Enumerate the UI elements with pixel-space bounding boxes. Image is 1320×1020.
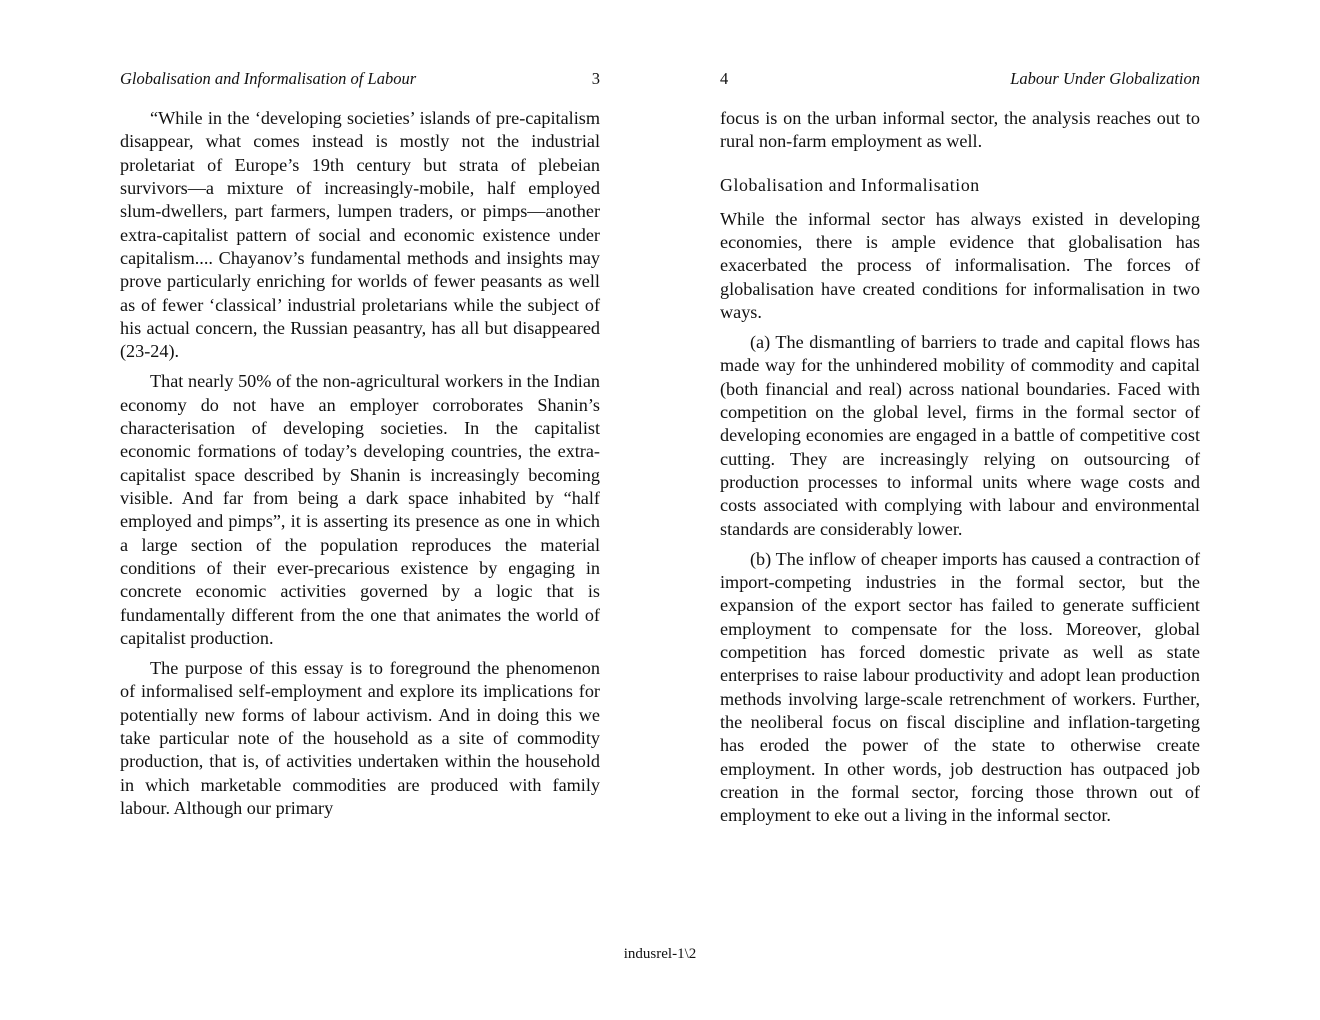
right-paragraph-2: (a) The dismantling of barriers to trade and capital flows has made way for the unhindered mobility of commodity and capital (both financial and real) across national boundaries. Faced with competition on the global level, firms in the formal sector of developing economies are engaged in a battle of competitive cost cutting. They are increasingly relying on outsourcing of production processes to informal units where wage costs and costs associated with complying with labour and environmental standards are considerably lower.: [720, 332, 1200, 539]
left-paragraph-2: That nearly 50% of the non-agricultural workers in the Indian economy do not have an employer corroborates Shanin’s characterisation of developing societies. In the capitalist economic formations of today’s developing countries, the extra-capitalist space described by Shanin is increasingly becoming visible. And far from being a dark space inhabited by “half employed and pimps”, it is asserting its presence as one in which a large section of the population reproduces the material conditions of their ever-precarious existence by engaging in concrete economic activities governed by a logic that is fundamentally different from the one that animates the world of capitalist production.: [120, 371, 600, 649]
left-body-text: [120, 107, 600, 827]
section-heading: Globalisation and Informalisation: [720, 174, 980, 195]
left-page: [120, 0, 600, 1020]
left-paragraph-1: “While in the ‘developing societies’ islands of pre-capitalism disappear, what comes instead is mostly not the industrial proletariat of Europe’s 19th century but strata of plebeian survivors—a mixture of increasingly-mobile, half employed slum-dwellers, part farmers, lumpen traders, or pimps—another extra-capitalist pattern of social and economic existence under capitalism.... Chayanov’s fundamental methods and insights may prove particularly enriching for worlds of fewer peasants as well as of fewer ‘classical’ industrial proletarians while the subject of his actual concern, the Russian peasantry, has all but disappeared (23-24).: [120, 108, 600, 362]
right-continuation-paragraph: focus is on the urban informal sector, the analysis reaches out to rural non-farm employment as well.: [720, 108, 1200, 152]
left-running-head: [120, 69, 600, 89]
right-paragraph-1: While the informal sector has always existed in developing economies, there is ample evidence that globalisation has exacerbated the process of informalisation. The forces of globalisation have created conditions for informalisation in two ways.: [720, 208, 1200, 323]
right-running-title: Labour Under Globalization: [1010, 69, 1200, 88]
right-page: [720, 0, 1200, 1020]
right-page-number: 4: [720, 69, 729, 88]
page-footer: indusrel-1\2: [623, 946, 697, 962]
right-body-text: [720, 107, 1200, 834]
left-running-title: Globalisation and Informalisation of Labour: [120, 69, 417, 88]
left-paragraph-3: The purpose of this essay is to foreground the phenomenon of informalised self-employment and explore its implications for potentially new forms of labour activism. And in doing this we take particular note of the household as a site of commodity production, that is, of activities undertaken within the household in which marketable commodities are produced with family labour. Although our primary: [120, 658, 600, 819]
left-page-number: 3: [591, 69, 600, 88]
right-running-head: [720, 69, 1200, 89]
right-paragraph-3: (b) The inflow of cheaper imports has caused a contraction of import-competing industries in the formal sector, but the expansion of the export sector has failed to generate sufficient employment to compensate for the loss. Moreover, global competition has forced domestic private as well as state enterprises to raise labour productivity and adopt lean production methods involving large-scale retrenchment of workers. Further, the neoliberal focus on fiscal discipline and inflation-targeting has eroded the power of the state to otherwise create employment. In other words, job destruction has outpaced job creation in the formal sector, forcing those thrown out of employment to eke out a living in the informal sector.: [720, 548, 1200, 826]
